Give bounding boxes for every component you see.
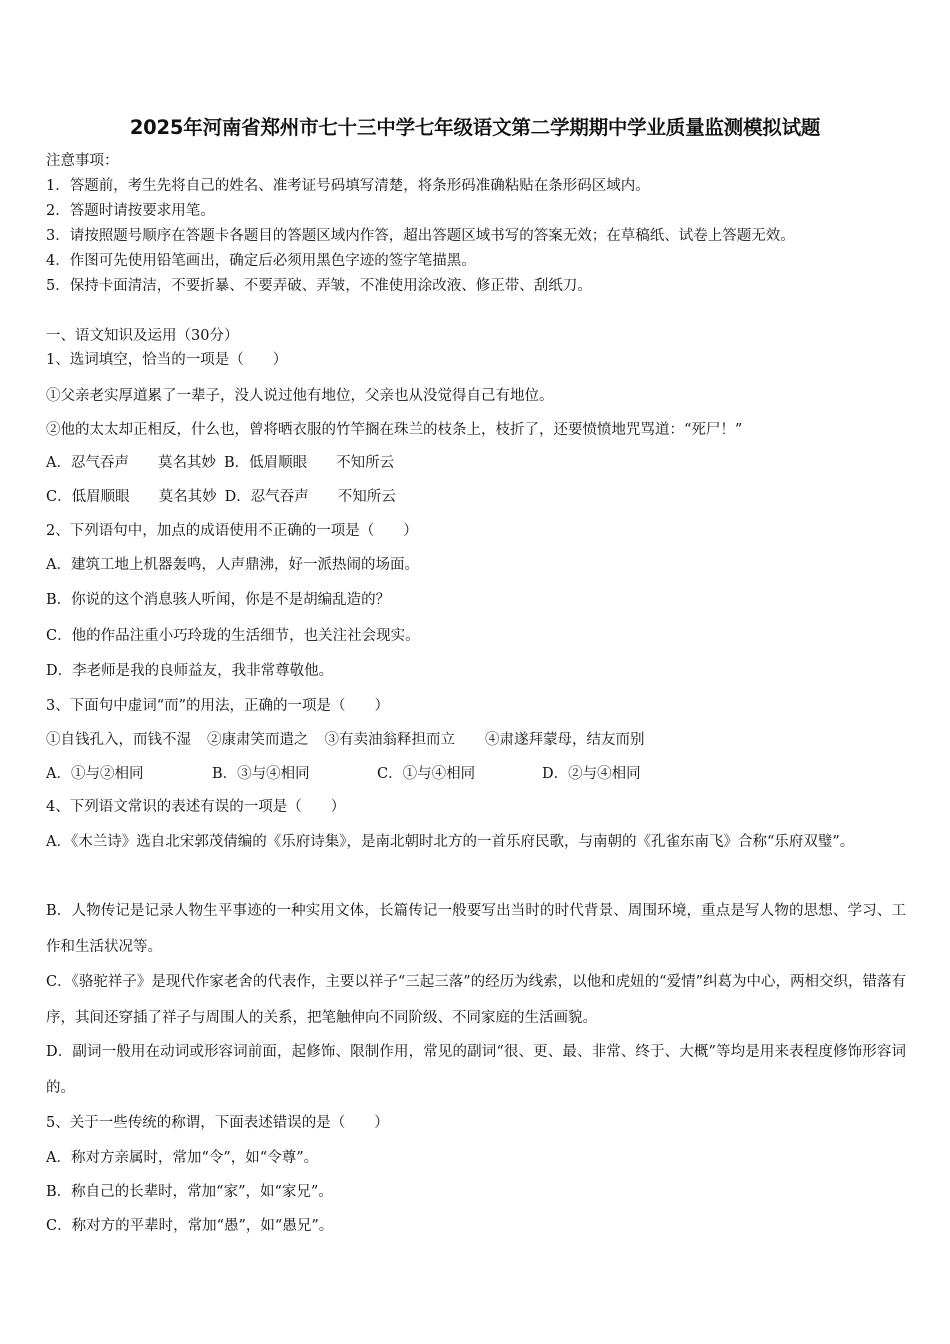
question-3-item-1: ①自钱孔入，而钱不湿: [46, 732, 191, 748]
question-2-option-a: A．建筑工地上机器轰鸣，人声鼎沸，好一派热闹的场面。: [46, 557, 419, 573]
question-4-option-d: D．副词一般用在动词或形容词前面，起修饰、限制作用，常见的副词“很、更、最、非常、终于、大概”等均是用来表程度修饰形容词的。: [46, 1044, 906, 1096]
question-4-option-a: A．《木兰诗》选自北宋郭茂倩编的《乐府诗集》，是南北朝时北方的一首乐府民歌，与南朝的《孔雀东南飞》合称“乐府双璧”。: [46, 834, 855, 850]
notice-item-5: 5．保持卡面清洁，不要折暴、不要弄破、弄皱，不准使用涂改液、修正带、刮纸刀。: [46, 278, 592, 294]
question-3-sentences: [46, 730, 645, 750]
question-5-stem: 5、关于一些传统的称谓，下面表述错误的是（ ）: [46, 1115, 389, 1131]
question-3-option-c: C．①与④相同: [377, 766, 476, 782]
question-1-option-a: A．忍气吞声 莫名其妙: [46, 455, 216, 471]
question-1-sentence-1: ①父亲老实厚道累了一辈子，没人说过他有地位，父亲也从没觉得自己有地位。: [46, 388, 554, 404]
question-4-option-c: C．《骆驼祥子》是现代作家老舍的代表作，主要以祥子“三起三落”的经历为线索，以他和虎妞的“爱情”纠葛为中心，两相交织，错落有序，其间还穿插了祥子与周围人的关系，把笔触伸向不同阶级、不同家庭的生活画貌。: [46, 974, 906, 1026]
question-4-stem: 4、下列语文常识的表述有误的一项是（ ）: [46, 799, 346, 815]
question-3-option-b: B．③与④相同: [212, 766, 310, 782]
question-1-options-row-1: [46, 453, 394, 473]
page-title: 2025年河南省郑州市七十三中学七年级语文第二学期期中学业质量监测模拟试题: [129, 116, 821, 139]
question-5-option-c: C．称对方的平辈时，常加“愚”，如“愚兄”。: [46, 1218, 334, 1234]
notice-heading: 注意事项：: [46, 153, 119, 169]
question-2-option-d: D．李老师是我的良师益友，我非常尊敬他。: [46, 663, 334, 679]
question-3-item-3: ③有卖油翁释担而立: [324, 732, 455, 748]
question-1-option-d: D．忍气吞声 不知所云: [224, 489, 396, 505]
question-3-item-4: ④肃遂拜蒙母，结友而别: [485, 732, 645, 748]
question-5-option-a: A．称对方亲属时，常加“令”，如“令尊”。: [46, 1150, 319, 1166]
notice-item-2: 2．答题时请按要求用笔。: [46, 203, 215, 219]
question-5-option-b: B．称自己的长辈时，常加“家”，如“家兄”。: [46, 1184, 333, 1200]
notice-item-4: 4．作图可先使用铅笔画出，确定后必须用黑色字迹的签字笔描黑。: [46, 253, 476, 269]
question-4-option-b: B．人物传记是记录人物生平事迹的一种实用文体，长篇传记一般要写出当时的时代背景、周围环境，重点是写人物的思想、学习、工作和生活状况等。: [46, 903, 906, 955]
question-1-stem: 1、选词填空，恰当的一项是（ ）: [46, 352, 288, 368]
notice-item-1: 1．答题前，考生先将自己的姓名、准考证号码填写清楚，将条形码准确粘贴在条形码区域内。: [46, 178, 650, 194]
question-3-option-a: A．①与②相同: [46, 766, 144, 782]
question-1-option-c: C．低眉顺眼 莫名其妙: [46, 489, 217, 505]
question-2-option-b: B．你说的这个消息骇人听闻，你是不是胡编乱造的？: [46, 592, 391, 608]
question-3-item-2: ②康肃笑而遣之: [207, 732, 309, 748]
notice-item-3: 3．请按照题号顺序在答题卡各题目的答题区域内作答，超出答题区域书写的答案无效；在草稿纸、试卷上答题无效。: [46, 228, 795, 244]
section-heading: 一、语文知识及运用（30分）: [46, 328, 239, 344]
question-2-option-c: C．他的作品注重小巧玲珑的生活细节，也关注社会现实。: [46, 628, 420, 644]
question-1-option-b: B．低眉顺眼 不知所云: [223, 455, 395, 471]
question-3-stem: 3、下面句中虚词“而”的用法，正确的一项是（ ）: [46, 698, 390, 714]
question-3-option-d: D．②与④相同: [542, 766, 641, 782]
question-1-options-row-2: [46, 487, 396, 507]
question-2-stem: 2、下列语句中，加点的成语使用不正确的一项是（ ）: [46, 523, 418, 539]
question-1-sentence-2: ②他的太太却正相反，什么也，曾将晒衣服的竹竿搁在珠兰的枝条上，枝折了，还要愤愤地咒骂道：“死尸！”: [46, 422, 743, 438]
